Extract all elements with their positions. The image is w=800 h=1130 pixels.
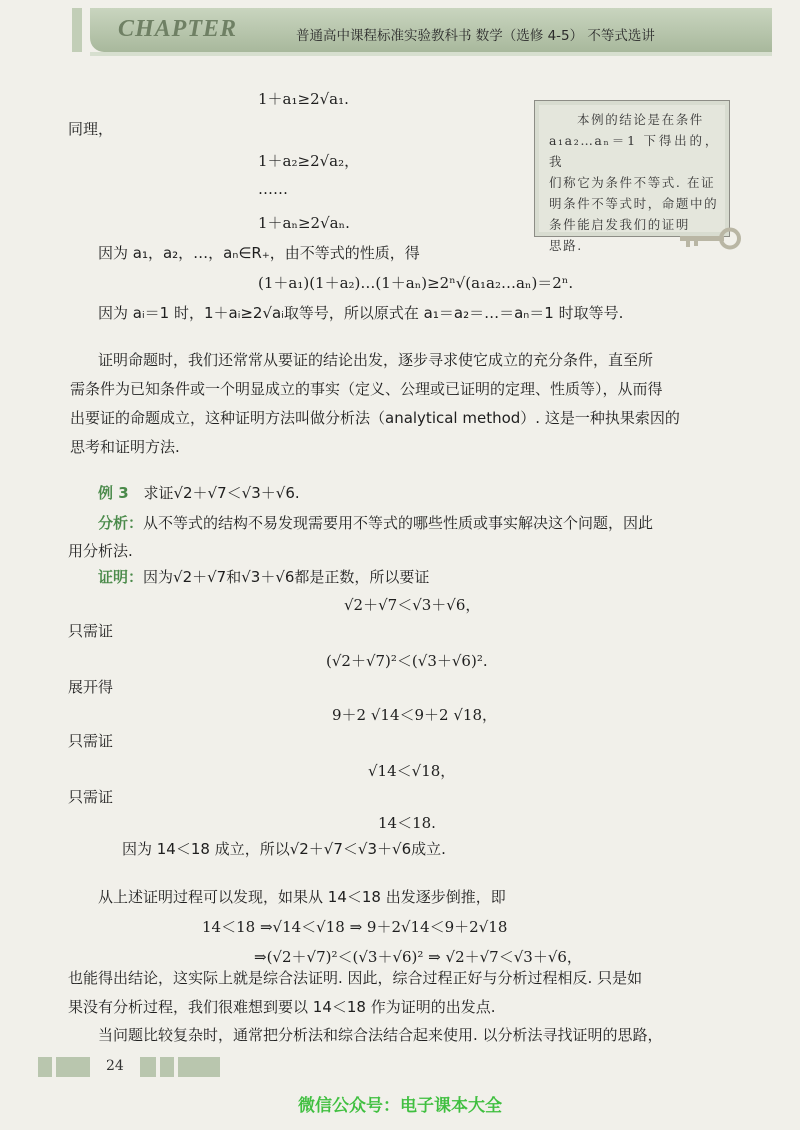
paragraph-synthesis <box>68 964 732 1022</box>
text-line: 因为 a₁，a₂，…，aₙ∈R₊，由不等式的性质，得 <box>98 244 420 262</box>
example-text: 求证√2＋√7＜√3＋√6. <box>143 484 300 502</box>
para-line: 思考和证明方法. <box>70 438 180 456</box>
text-line: 只需证 <box>68 788 114 806</box>
note-line: 条件能启发我们的证明 <box>549 217 691 232</box>
chapter-label: CHAPTER <box>118 16 238 42</box>
example-heading <box>98 482 300 503</box>
note-line: 本例的结论是在条件 <box>577 112 704 127</box>
proof-text: 因为√2＋√7和√3＋√6都是正数，所以要证 <box>143 568 430 586</box>
proof-line <box>98 566 429 587</box>
formula-line: √2＋√7＜√3＋√6， <box>344 596 481 614</box>
formula-chain: 14＜18 ⇒√14＜√18 ⇒ 9＋2√14＜9＋2√18 <box>202 918 508 936</box>
proof-label: 证明： <box>98 568 144 586</box>
footer-bar <box>160 1057 174 1077</box>
formula-line: (√2＋√7)²＜(√3＋√6)². <box>326 652 488 670</box>
footer-bar <box>56 1057 90 1077</box>
footer-bar <box>178 1057 220 1077</box>
note-line: a₁a₂…aₙ＝1 下得出的，我 <box>549 133 719 169</box>
formula-line: (1＋a₁)(1＋a₂)…(1＋aₙ)≥2ⁿ√(a₁a₂…aₙ)＝2ⁿ. <box>258 274 574 292</box>
formula-chain: ⇒(√2＋√7)²＜(√3＋√6)² ⇒ √2＋√7＜√3＋√6， <box>254 948 582 966</box>
page-header <box>90 8 772 52</box>
para-line: 出要证的命题成立，这种证明方法叫做分析法（analytical method）. 这是一种执果索因的 <box>70 409 680 427</box>
formula-line: 1＋a₂≥2√a₂， <box>258 152 360 170</box>
watermark-text: 微信公众号：电子课本大全 <box>298 1096 502 1116</box>
text-line: 从上述证明过程可以发现，如果从 14＜18 出发逐步倒推，即 <box>98 888 506 906</box>
header-tab <box>72 8 82 52</box>
text-line: 展开得 <box>68 678 114 696</box>
text-line: 因为 aᵢ＝1 时，1＋aᵢ≥2√aᵢ取等号，所以原式在 a₁＝a₂＝…＝aₙ＝1 时取等号. <box>98 304 624 322</box>
conclusion-line: 因为 14＜18 成立，所以√2＋√7＜√3＋√6成立. <box>122 840 446 858</box>
text-line: 当问题比较复杂时，通常把分析法和综合法结合起来使用. 以分析法寻找证明的思路， <box>98 1026 663 1044</box>
footer-bar <box>140 1057 156 1077</box>
para-line: 需条件为已知条件或一个明显成立的事实（定义、公理或已证明的定理、性质等），从而得 <box>70 380 663 398</box>
note-line: 明条件不等式时，命题中的 <box>549 196 719 211</box>
analysis-text: 从不等式的结构不易发现需要用不等式的哪些性质或事实解决这个问题，因此 <box>143 514 654 532</box>
formula-line: 9＋2 √14＜9＋2 √18， <box>332 706 498 724</box>
note-line: 们称它为条件不等式. 在证 <box>549 175 716 190</box>
header-divider <box>90 52 772 56</box>
footer-bar <box>38 1057 52 1077</box>
para-line: 也能得出结论，这实际上就是综合法证明. 因此，综合过程正好与分析过程相反. 只是如 <box>68 969 643 987</box>
formula-line: 1＋aₙ≥2√aₙ. <box>258 214 350 232</box>
side-note <box>534 100 730 253</box>
text-line: 用分析法. <box>68 542 133 560</box>
paragraph-analysis-method <box>70 346 730 462</box>
book-title: 普通高中课程标准实验教科书 数学（选修 4-5） 不等式选讲 <box>296 28 655 44</box>
para-line: 证明命题时，我们还常常从要证的结论出发，逐步寻求使它成立的充分条件，直至所 <box>98 351 654 369</box>
formula-line: …… <box>258 180 288 198</box>
page-number: 24 <box>106 1058 124 1074</box>
formula-line: √14＜√18， <box>368 762 456 780</box>
formula-line: 1＋a₁≥2√a₁. <box>258 90 349 108</box>
para-line: 果没有分析过程，我们很难想到要以 14＜18 作为证明的出发点. <box>68 998 496 1016</box>
analysis-label: 分析： <box>98 514 144 532</box>
formula-line: 14＜18. <box>378 814 436 832</box>
analysis-line <box>98 512 653 533</box>
example-label: 例 3 <box>98 484 129 502</box>
key-icon <box>680 226 742 252</box>
note-line: 思路. <box>549 238 583 253</box>
text-line: 只需证 <box>68 622 114 640</box>
text-line: 同理， <box>68 120 114 138</box>
text-line: 只需证 <box>68 732 114 750</box>
